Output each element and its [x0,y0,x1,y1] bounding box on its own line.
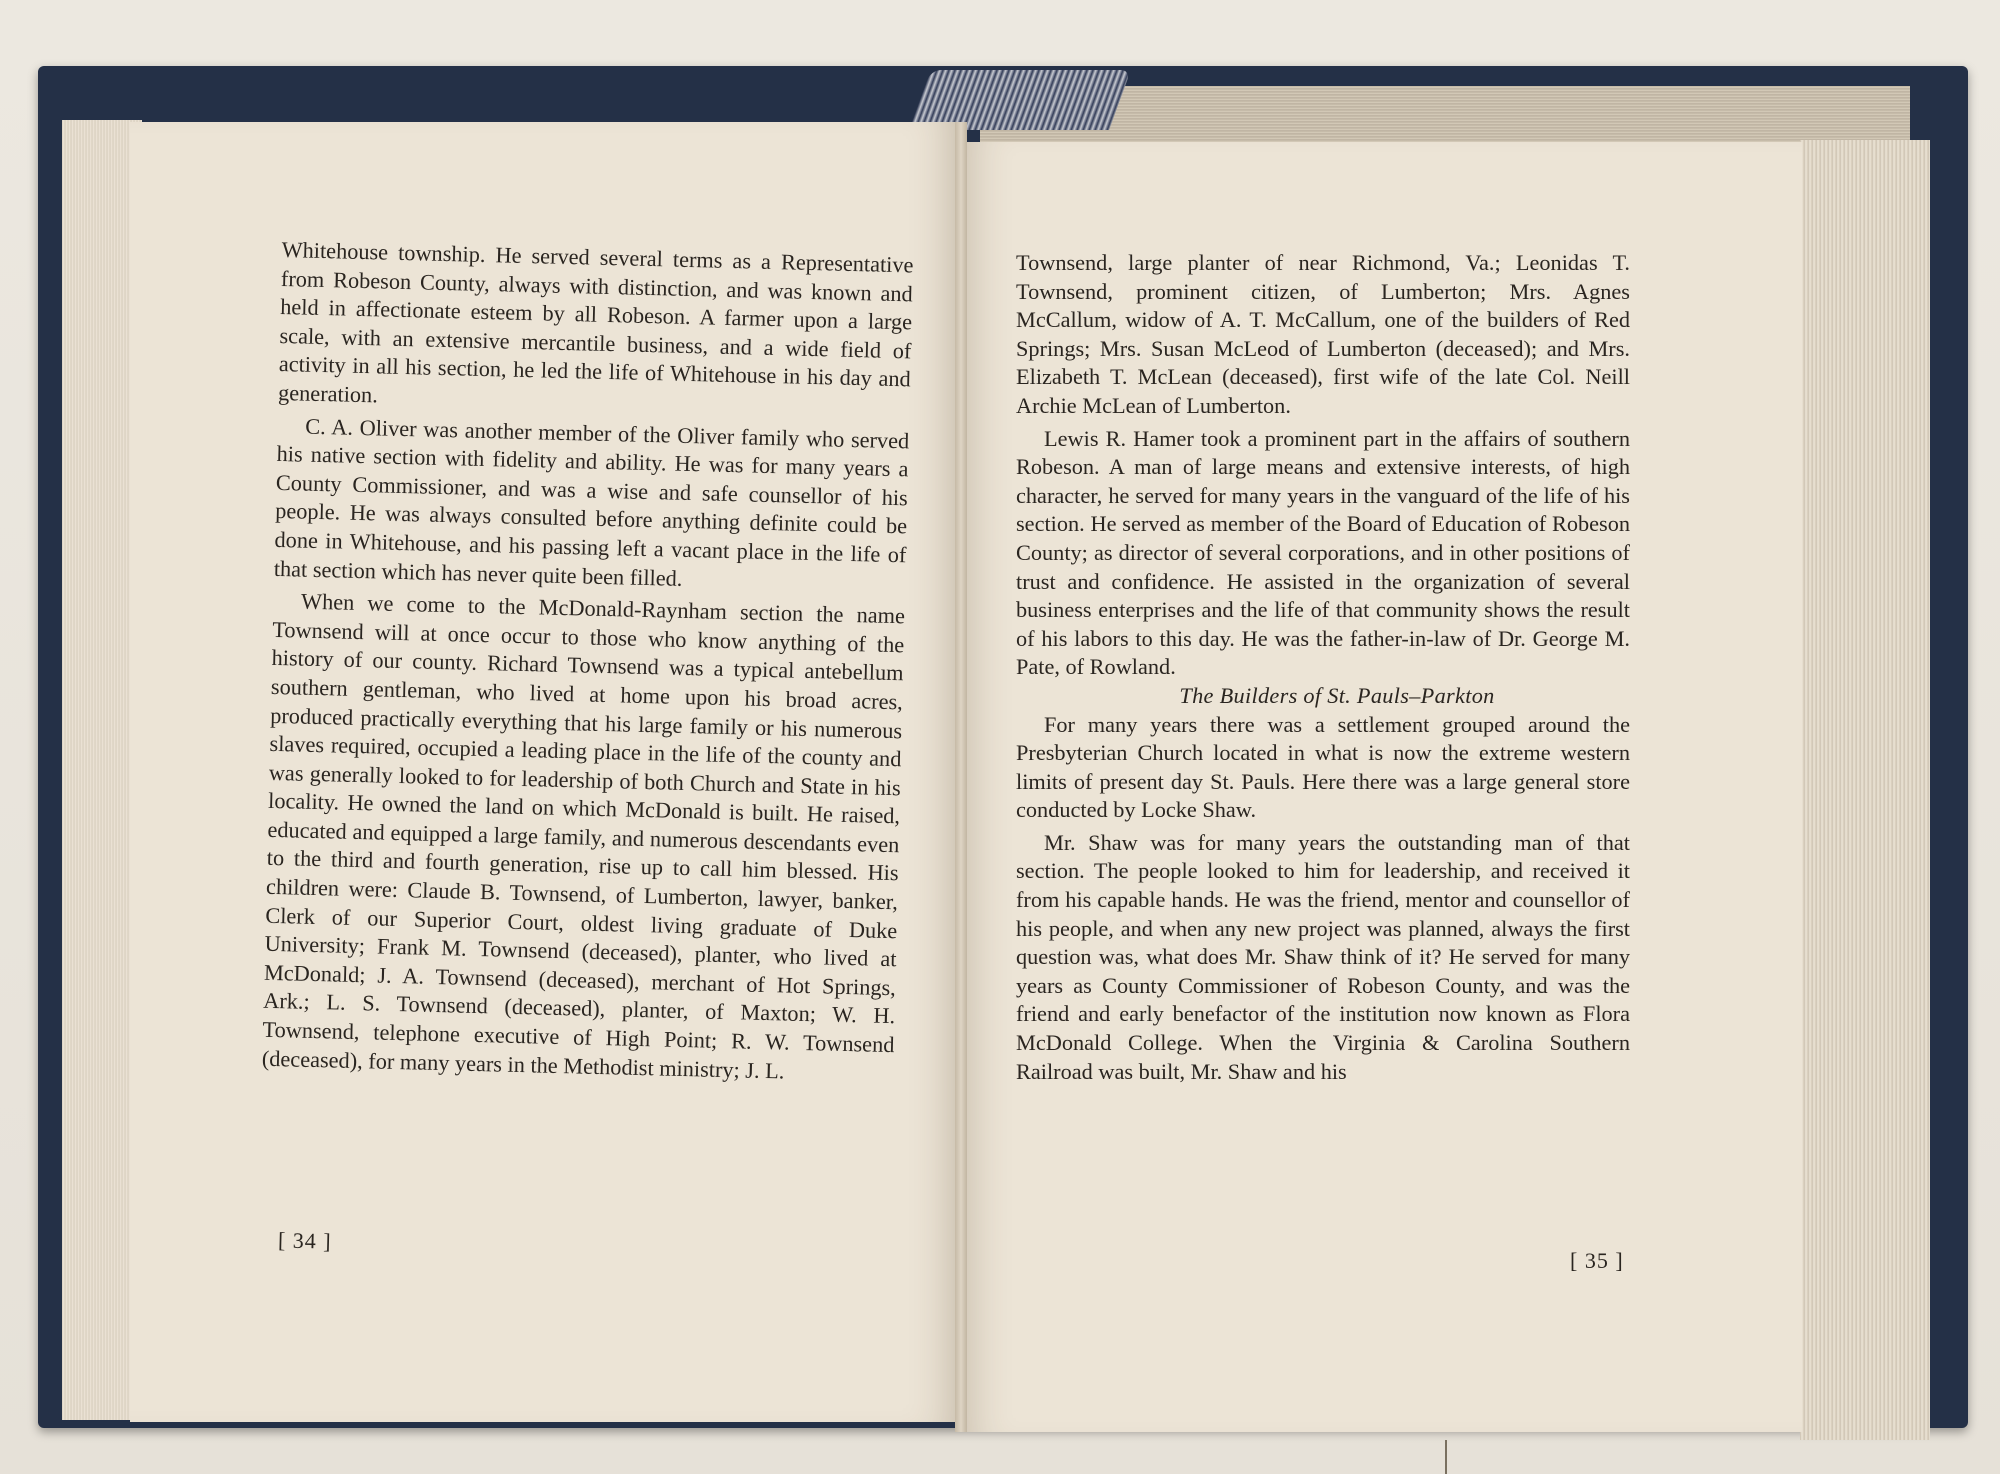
section-heading: The Builders of St. Pauls–Parkton [1179,682,1495,708]
right-paragraph: Mr. Shaw was for many years the outstanding man of that section. The people looked to him for leadership, and received it from his capable hands. He was the friend, mentor and counsellor of his people, and when any new project was planned, always the first question was, what does Mr. Shaw think of it? He served for many years as County Commissioner of Robeson County, and was the friend and early benefactor of the institution now known as Flora McDonald College. When the Virginia & Carolina Southern Railroad was built, Mr. Shaw and his [1016,829,1630,1084]
right-paragraph: For many years there was a settlement grouped around the Presbyterian Church located in what is now the extreme western limits of present day St. Pauls. Here there was a large general store conducted by Locke Shaw. [1016,711,1630,823]
right-page-text [1016,249,1630,1086]
book-spine [909,70,1131,130]
right-paragraph: Lewis R. Hamer took a prominent part in the affairs of southern Robeson. A man of large means and extensive interests, of high character, he served for many years in the vanguard of the life of his section. He served as member of the Board of Education of Robeson County; as director of several corporations, and in other positions of trust and confidence. He assisted in the organization of several business enterprises and the life of that community shows the result of his labors to this day. He was the father-in-law of Dr. George M. Pate, of Rowland. [1016,425,1630,680]
left-page-text [262,236,914,1088]
book-gutter [955,122,967,1432]
table-mark [1445,1440,1447,1474]
left-paragraph: Whitehouse township. He served several terms as a Representative from Robeson County, always with distinction, and was known and held in affectionate esteem by all Robeson. A farmer upon a large scale, with an extensive mercantile business, and a wide field of activity in all his section, he led the life of Whitehouse in his day and generation. [277,236,914,408]
page-number-right: [ 35 ] [1570,1248,1624,1273]
left-paragraph: When we come to the McDonald-Raynham section the name Townsend will at once occur to those who know anything of the history of our county. Richard Townsend was a typical antebellum southern gentleman, who lived at home upon his broad acres, produced practically everything that his large family or his numerous slaves required, occupied a leading place in the life of the county and was generally looked to for leadership of both Church and State in his locality. He owned the land on which McDonald is built. He raised, educated and equipped a large family, and numerous descendants even to the third and fourth generation, rise up to call him blessed. His children were: Claude B. Townsend, of Lumberton, lawyer, banker, Clerk of our Superior Court, oldest living graduate of Duke University; Frank M. Townsend (deceased), planter, who lived at McDonald; J. A. Townsend (deceased), merchant of Hot Springs, Ark.; L. S. Townsend (deceased), planter, of Maxton; W. H. Townsend, telephone executive of High Point; R. W. Townsend (deceased), for many years in the Methodist ministry; J. L. [261,588,906,1084]
page-edges-right [1800,140,1930,1440]
page-number-left: [ 34 ] [277,1227,332,1254]
right-paragraph: Townsend, large planter of near Richmond, Va.; Leonidas T. Townsend, prominent citizen, of Lumberton; Mrs. Agnes McCallum, widow of A. T. McCallum, one of the builders of Red Springs; Mrs. Susan McLeod of Lumberton (deceased); and Mrs. Elizabeth T. McLean (deceased), first wife of the late Col. Neill Archie McLean of Lumberton. [1016,250,1630,418]
left-paragraph: C. A. Oliver was another member of the Oliver family who served his native section with fidelity and ability. He was for many years a County Commissioner, and was a wise and safe counsellor of his people. He was always consulted before anything definite could be done in Whitehouse, and his passing left a vacant place in the life of that section which has never quite been filled. [273,413,910,591]
